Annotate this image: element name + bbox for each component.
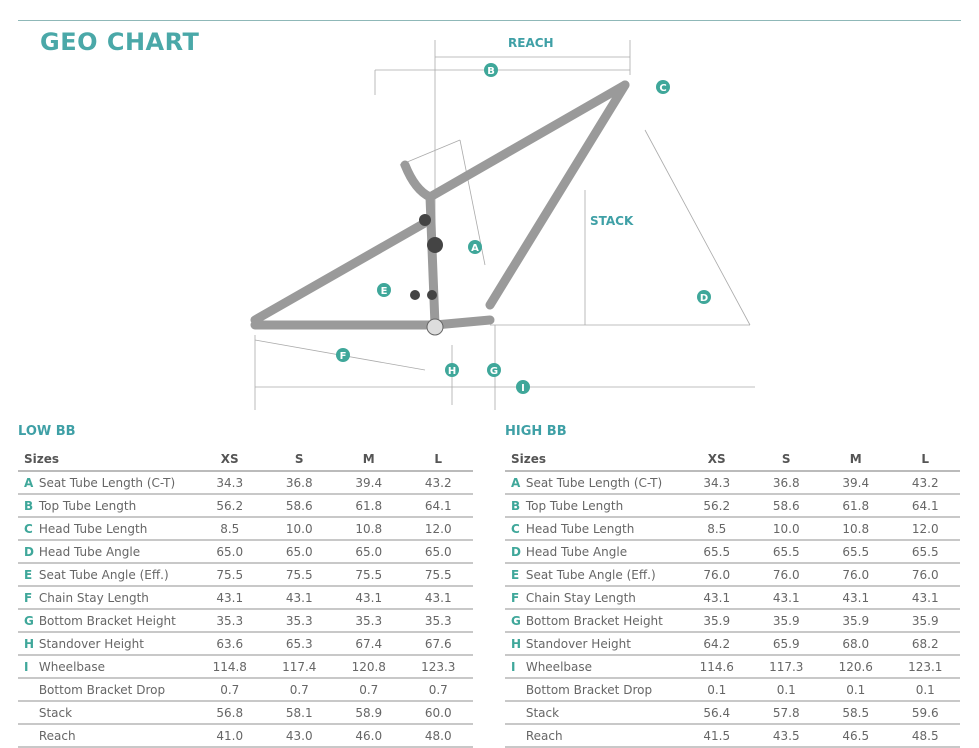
value-cell: 56.8 [195,701,265,724]
dimension-name: Head Tube Angle [525,544,628,559]
value-cell: 75.5 [195,563,265,586]
value-cell: 36.8 [752,471,822,494]
value-cell: 43.1 [682,586,752,609]
row-label-cell [18,678,195,701]
column-header: Sizes [505,448,682,471]
table-row [18,655,473,678]
value-cell: 0.1 [752,678,822,701]
value-cell: 43.2 [404,471,474,494]
value-cell: 58.9 [334,701,404,724]
dimension-letter: D [511,544,521,559]
row-label-cell [18,632,195,655]
row-label-cell [18,517,195,540]
table-row [18,540,473,563]
dimension-letter: G [24,613,34,628]
top-divider [18,20,961,21]
svg-text:I: I [521,383,525,394]
dimension-name: Head Tube Length [525,521,635,536]
value-cell: 58.5 [821,701,891,724]
value-cell: 12.0 [891,517,961,540]
dimension-name: Standover Height [38,636,144,651]
dimension-letter: D [24,544,34,559]
dimension-letter: A [24,475,34,490]
value-cell: 36.8 [265,471,335,494]
value-cell: 0.7 [265,678,335,701]
value-cell: 43.1 [334,586,404,609]
value-cell: 39.4 [334,471,404,494]
value-cell: 65.9 [752,632,822,655]
table-row [505,494,960,517]
value-cell: 68.2 [891,632,961,655]
table-row [18,586,473,609]
value-cell: 46.0 [334,724,404,747]
dimension-name: Seat Tube Length (C-T) [38,475,176,490]
svg-text:G: G [489,366,499,377]
row-label-cell [505,494,682,517]
value-cell: 48.5 [891,724,961,747]
value-cell: 65.5 [891,540,961,563]
marker-d [697,290,711,304]
marker-c [656,80,670,94]
dimension-letter: H [24,636,35,651]
value-cell: 117.4 [265,655,335,678]
value-cell: 123.3 [404,655,474,678]
value-cell: 56.2 [682,494,752,517]
value-cell: 76.0 [682,563,752,586]
table-row [18,678,473,701]
value-cell: 58.1 [265,701,335,724]
value-cell: 120.6 [821,655,891,678]
value-cell: 114.8 [195,655,265,678]
value-cell: 8.5 [682,517,752,540]
column-header: L [891,448,961,471]
value-cell: 61.8 [334,494,404,517]
value-cell: 10.8 [334,517,404,540]
table-header-row [18,448,473,471]
value-cell: 76.0 [752,563,822,586]
page-title: GEO CHART [40,28,200,56]
dimension-letter: F [24,590,33,605]
dimension-name: Reach [38,728,76,743]
value-cell: 64.2 [682,632,752,655]
value-cell: 59.6 [891,701,961,724]
value-cell: 43.1 [195,586,265,609]
value-cell: 0.7 [195,678,265,701]
row-label-cell [505,609,682,632]
table-row [505,563,960,586]
svg-text:B: B [487,66,495,77]
dimension-letter: C [24,521,33,536]
value-cell: 67.6 [404,632,474,655]
marker-a [468,240,482,254]
low-bb-heading: LOW BB [18,424,76,439]
value-cell: 65.0 [195,540,265,563]
value-cell: 114.6 [682,655,752,678]
row-label-cell [18,540,195,563]
value-cell: 43.1 [821,586,891,609]
value-cell: 61.8 [821,494,891,517]
value-cell: 46.5 [821,724,891,747]
dimension-name: Head Tube Length [38,521,148,536]
dimension-letter: E [511,567,520,582]
dimension-name: Bottom Bracket Height [525,613,663,628]
dimension-name: Standover Height [525,636,631,651]
reach-label: REACH [508,36,554,50]
row-label-cell [18,586,195,609]
marker-b [484,63,498,77]
table-row [505,655,960,678]
value-cell: 0.1 [682,678,752,701]
value-cell: 65.5 [682,540,752,563]
value-cell: 60.0 [404,701,474,724]
frame-tubes [255,85,625,325]
row-label-cell [505,517,682,540]
value-cell: 0.7 [404,678,474,701]
value-cell: 35.3 [265,609,335,632]
svg-text:E: E [380,286,388,297]
row-label-cell [505,678,682,701]
value-cell: 35.3 [334,609,404,632]
row-label-cell [505,655,682,678]
value-cell: 65.0 [404,540,474,563]
value-cell: 0.1 [821,678,891,701]
dimension-name: Bottom Bracket Drop [38,682,166,697]
column-header: S [265,448,335,471]
value-cell: 43.1 [265,586,335,609]
dimension-name: Top Tube Length [38,498,137,513]
value-cell: 43.1 [891,586,961,609]
value-cell: 56.2 [195,494,265,517]
low-bb-section [18,424,473,748]
value-cell: 34.3 [195,471,265,494]
frame-geometry-diagram [220,25,780,415]
value-cell: 48.0 [404,724,474,747]
value-cell: 65.0 [265,540,335,563]
value-cell: 10.8 [821,517,891,540]
marker-e [377,283,391,297]
row-label-cell [18,701,195,724]
row-label-cell [505,586,682,609]
row-label-cell [505,471,682,494]
table-row [18,724,473,747]
value-cell: 39.4 [821,471,891,494]
svg-text:D: D [699,293,709,304]
table-row [505,724,960,747]
column-header: M [821,448,891,471]
value-cell: 43.2 [891,471,961,494]
svg-text:H: H [447,366,457,377]
column-header: XS [195,448,265,471]
dimension-letter: E [24,567,33,582]
dimension-name: Stack [525,705,560,720]
dimension-name: Wheelbase [525,659,593,674]
column-header: M [334,448,404,471]
column-header: S [752,448,822,471]
dimension-name: Seat Tube Angle (Eff.) [525,567,656,582]
table-row [18,632,473,655]
row-label-cell [505,563,682,586]
value-cell: 0.7 [334,678,404,701]
table-row [505,701,960,724]
dimension-letter: C [511,521,520,536]
dimension-name: Seat Tube Length (C-T) [525,475,663,490]
value-cell: 58.6 [265,494,335,517]
dimension-letter: A [511,475,521,490]
value-cell: 76.0 [891,563,961,586]
value-cell: 56.4 [682,701,752,724]
dimension-letter: B [511,498,521,513]
value-cell: 65.0 [334,540,404,563]
table-row [18,609,473,632]
dimension-name: Head Tube Angle [38,544,141,559]
marker-i [516,380,530,394]
row-label-cell [505,701,682,724]
value-cell: 35.9 [821,609,891,632]
value-cell: 76.0 [821,563,891,586]
dimension-name: Bottom Bracket Drop [525,682,653,697]
value-cell: 41.0 [195,724,265,747]
value-cell: 43.1 [752,586,822,609]
table-row [505,471,960,494]
value-cell: 35.3 [195,609,265,632]
dimension-letter: I [511,659,516,674]
row-label-cell [18,655,195,678]
svg-text:F: F [339,351,347,362]
row-label-cell [18,471,195,494]
table-row [505,517,960,540]
table-row [505,586,960,609]
value-cell: 35.9 [682,609,752,632]
value-cell: 65.5 [821,540,891,563]
low-bb-table [18,448,473,748]
value-cell: 75.5 [265,563,335,586]
table-header-row [505,448,960,471]
value-cell: 34.3 [682,471,752,494]
value-cell: 63.6 [195,632,265,655]
value-cell: 67.4 [334,632,404,655]
row-label-cell [505,724,682,747]
value-cell: 64.1 [404,494,474,517]
dimension-name: Reach [525,728,563,743]
value-cell: 43.5 [752,724,822,747]
table-row [18,471,473,494]
row-label-cell [18,609,195,632]
table-row [18,701,473,724]
row-label-cell [505,632,682,655]
value-cell: 57.8 [752,701,822,724]
value-cell: 10.0 [752,517,822,540]
high-bb-section [505,424,960,748]
svg-text:C: C [659,83,667,94]
dimension-lines [255,40,755,410]
value-cell: 10.0 [265,517,335,540]
marker-g [487,363,501,377]
table-row [505,632,960,655]
dimension-letter: F [511,590,520,605]
value-cell: 117.3 [752,655,822,678]
row-label-cell [18,724,195,747]
value-cell: 120.8 [334,655,404,678]
svg-text:A: A [471,243,479,254]
value-cell: 64.1 [891,494,961,517]
value-cell: 65.5 [752,540,822,563]
value-cell: 35.9 [891,609,961,632]
row-label-cell [18,494,195,517]
table-row [505,540,960,563]
value-cell: 35.9 [752,609,822,632]
dimension-name: Seat Tube Angle (Eff.) [38,567,169,582]
value-cell: 8.5 [195,517,265,540]
dimension-letter: G [511,613,521,628]
dimension-name: Wheelbase [38,659,106,674]
value-cell: 123.1 [891,655,961,678]
value-cell: 43.0 [265,724,335,747]
column-header: L [404,448,474,471]
column-header: XS [682,448,752,471]
dimension-name: Bottom Bracket Height [38,613,176,628]
table-row [18,517,473,540]
table-row [18,563,473,586]
high-bb-heading: HIGH BB [505,424,567,439]
dimension-letter: B [24,498,34,513]
dimension-name: Chain Stay Length [38,590,149,605]
stack-label: STACK [590,214,634,228]
value-cell: 0.1 [891,678,961,701]
value-cell: 35.3 [404,609,474,632]
dimension-name: Stack [38,705,73,720]
marker-h [445,363,459,377]
row-label-cell [18,563,195,586]
value-cell: 43.1 [404,586,474,609]
value-cell: 68.0 [821,632,891,655]
dimension-name: Chain Stay Length [525,590,636,605]
dimension-letter: I [24,659,29,674]
value-cell: 75.5 [404,563,474,586]
value-cell: 41.5 [682,724,752,747]
row-label-cell [505,540,682,563]
value-cell: 65.3 [265,632,335,655]
table-row [505,609,960,632]
column-header: Sizes [18,448,195,471]
marker-f [336,348,350,362]
dimension-name: Top Tube Length [525,498,624,513]
value-cell: 58.6 [752,494,822,517]
high-bb-table [505,448,960,748]
value-cell: 12.0 [404,517,474,540]
table-row [18,494,473,517]
table-row [505,678,960,701]
value-cell: 75.5 [334,563,404,586]
dimension-letter: H [511,636,522,651]
